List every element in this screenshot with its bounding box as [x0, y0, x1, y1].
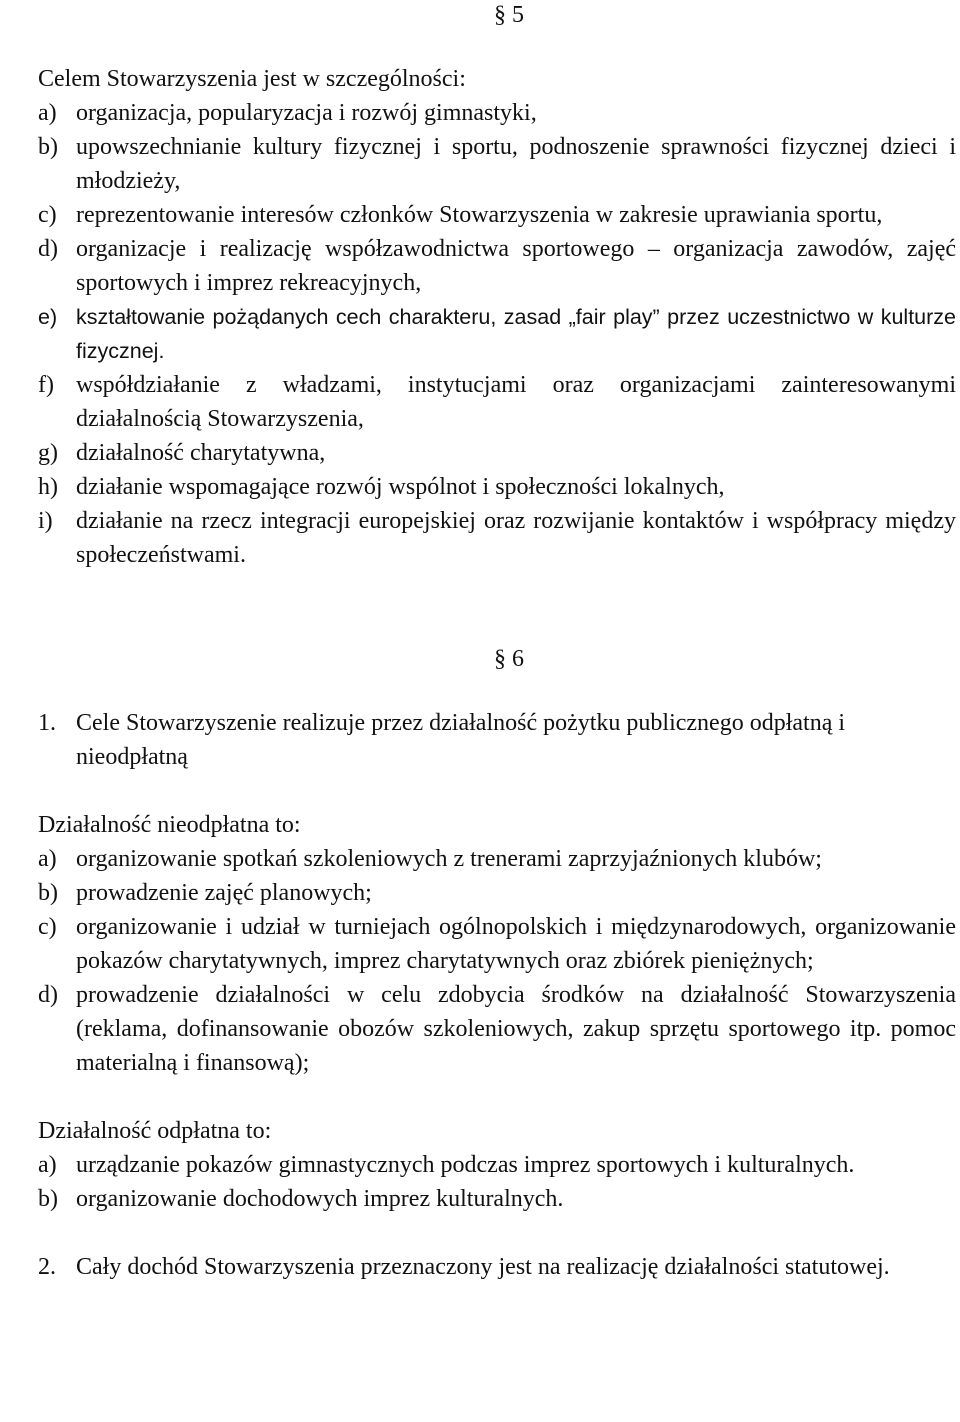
unpaid-activity-list — [38, 842, 956, 1080]
list-item — [38, 300, 956, 368]
list-item-text: organizowanie i udział w turniejach ogólnopolskich i międzynarodowych, organizowanie pokazów charytatywnych, imprez charytatywnych oraz zbiórek pieniężnych; — [76, 914, 956, 974]
list-item — [38, 978, 956, 1080]
list-item — [38, 96, 956, 130]
list-item-text: prowadzenie działalności w celu zdobycia środków na działalność Stowarzyszenia (reklama, dofinansowanie obozów szkoleniowych, zakup sprzętu sportowego itp. pomoc materialną i finansową); — [76, 982, 956, 1076]
list-marker: b) — [38, 134, 58, 160]
list-marker: b) — [38, 880, 58, 906]
list-marker: f) — [38, 372, 54, 398]
list-item-text: urządzanie pokazów gimnastycznych podczas imprez sportowych i kulturalnych. — [76, 1152, 855, 1178]
point-marker: 1. — [38, 710, 56, 736]
unpaid-activity-title: Działalność nieodpłatna to: — [38, 812, 301, 838]
list-item-text: kształtowanie pożądanych cech charakteru, zasad „fair play” przez uczestnictwo w kulturze fizycznej. — [76, 305, 956, 363]
list-item — [38, 198, 956, 232]
list-item — [38, 470, 956, 504]
list-item — [38, 130, 956, 198]
section-6-heading: § 6 — [494, 646, 524, 672]
list-item — [38, 436, 956, 470]
paid-activity-title: Działalność odpłatna to: — [38, 1118, 272, 1144]
list-marker: c) — [38, 914, 57, 940]
list-item — [38, 876, 956, 910]
list-item-text: organizacje i realizację współzawodnictwa sportowego – organizacja zawodów, zajęć sportowych i imprez rekreacyjnych, — [76, 236, 956, 296]
list-item — [38, 842, 956, 876]
list-marker: d) — [38, 982, 58, 1008]
list-marker: h) — [38, 474, 58, 500]
list-item — [38, 1182, 956, 1216]
section-5-list-rest — [38, 436, 956, 572]
list-item-text: działalność charytatywna, — [76, 440, 326, 466]
list-item-text: działanie wspomagające rozwój wspólnot i społeczności lokalnych, — [76, 474, 725, 500]
paid-activity-list — [38, 1148, 956, 1216]
list-marker: i) — [38, 508, 53, 534]
list-item-text: organizowanie spotkań szkoleniowych z trenerami zaprzyjaźnionych klubów; — [76, 846, 822, 872]
list-marker: d) — [38, 236, 58, 262]
list-item-text: reprezentowanie interesów członków Stowarzyszenia w zakresie uprawiania sportu, — [76, 202, 883, 228]
point-text: Cały dochód Stowarzyszenia przeznaczony jest na realizację działalności statutowej. — [76, 1254, 890, 1280]
list-item — [38, 504, 956, 572]
point-text: Cele Stowarzyszenie realizuje przez działalność pożytku publicznego odpłatną i nieodpłatną — [76, 710, 846, 770]
list-item-text: upowszechnianie kultury fizycznej i sportu, podnoszenie sprawności fizycznej dzieci i młodzieży, — [76, 134, 956, 194]
section-5 — [38, 0, 956, 572]
list-marker: a) — [38, 100, 57, 126]
list-item — [38, 1148, 956, 1182]
section-5-heading: § 5 — [494, 2, 524, 28]
section-6 — [38, 644, 956, 1284]
list-marker: a) — [38, 1152, 57, 1178]
list-marker: c) — [38, 202, 57, 228]
list-marker: g) — [38, 440, 58, 466]
list-item — [38, 910, 956, 978]
section-6-point-1 — [38, 706, 956, 774]
point-marker: 2. — [38, 1254, 56, 1280]
list-marker: e) — [38, 305, 58, 329]
list-item — [38, 368, 956, 436]
list-item-text: współdziałanie z władzami, instytucjami oraz organizacjami zainteresowanymi działalnością Stowarzyszenia, — [76, 372, 956, 432]
list-item — [38, 232, 956, 300]
list-marker: a) — [38, 846, 57, 872]
section-5-list-sans — [38, 300, 956, 436]
list-marker: b) — [38, 1186, 58, 1212]
list-item-text: organizowanie dochodowych imprez kulturalnych. — [76, 1186, 564, 1212]
section-6-point-2 — [38, 1250, 956, 1284]
section-5-list — [38, 96, 956, 300]
section-5-intro: Celem Stowarzyszenia jest w szczególności: — [38, 66, 466, 92]
list-item-text: działanie na rzecz integracji europejskiej oraz rozwijanie kontaktów i współpracy między społeczeństwami. — [76, 508, 956, 568]
list-item-text: prowadzenie zajęć planowych; — [76, 880, 372, 906]
list-item-text: organizacja, popularyzacja i rozwój gimnastyki, — [76, 100, 537, 126]
